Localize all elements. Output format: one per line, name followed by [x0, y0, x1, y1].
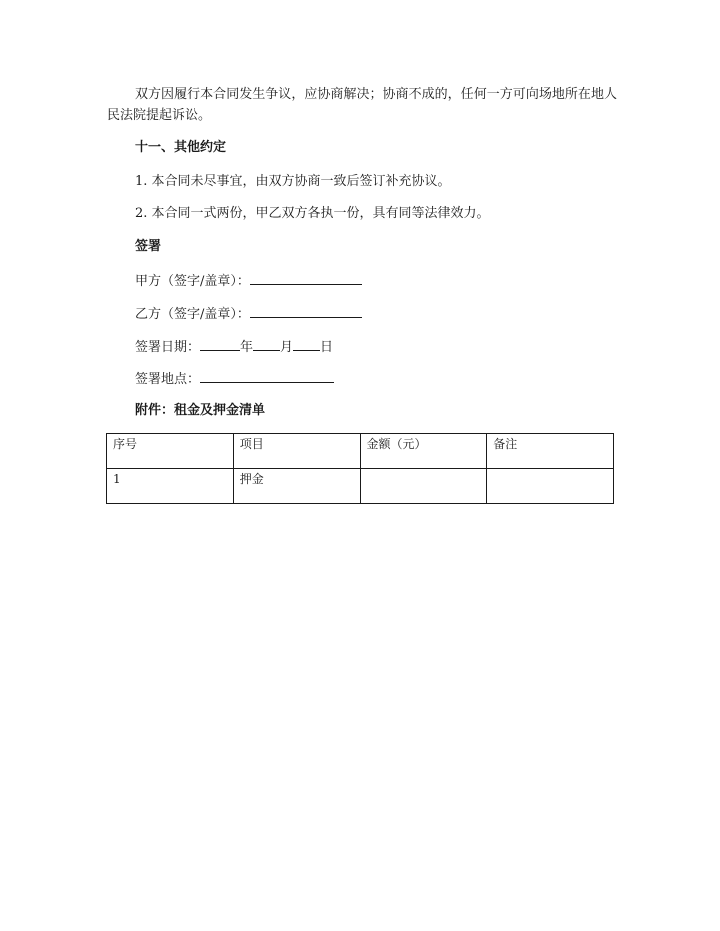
- party-a-label: 甲方（签字/盖章）：: [135, 274, 250, 289]
- rent-deposit-table: [106, 433, 614, 504]
- section-11-heading: 十一、其他约定: [135, 140, 227, 155]
- signing-place-line: [135, 369, 334, 389]
- signature-heading: 签署: [135, 239, 162, 254]
- header-cell-item: 项目: [233, 434, 360, 469]
- header-cell-amount: 金额（元）: [360, 434, 487, 469]
- cell-item: 押金: [233, 469, 360, 504]
- other-terms-item-1: 1. 本合同未尽事宜，由双方协商一致后签订补充协议。: [135, 174, 451, 189]
- header-cell-number: 序号: [107, 434, 234, 469]
- party-a-signature-blank: [250, 271, 362, 285]
- party-a-signature-line: [135, 271, 362, 291]
- day-label: 日: [320, 340, 334, 355]
- cell-remarks: [487, 469, 614, 504]
- signing-date-line: [135, 337, 333, 357]
- party-b-signature-line: [135, 304, 362, 324]
- table-row: [107, 469, 614, 504]
- signing-date-label: 签署日期：: [135, 340, 201, 355]
- header-cell-remarks: 备注: [487, 434, 614, 469]
- other-terms-item-2: 2. 本合同一式两份，甲乙双方各执一份，具有同等法律效力。: [135, 206, 490, 221]
- day-blank: [293, 337, 320, 351]
- party-b-signature-blank: [250, 304, 362, 318]
- party-b-label: 乙方（签字/盖章）：: [135, 307, 250, 322]
- signing-place-label: 签署地点：: [135, 372, 201, 387]
- month-blank: [253, 337, 280, 351]
- year-label: 年: [240, 340, 254, 355]
- cell-amount: [360, 469, 487, 504]
- year-blank: [200, 337, 240, 351]
- signing-place-blank: [200, 369, 334, 383]
- dispute-resolution-paragraph: 双方因履行本合同发生争议，应协商解决；协商不成的，任何一方可向场地所在地人民法院提起诉讼。: [107, 87, 617, 123]
- cell-number: 1: [107, 469, 234, 504]
- appendix-heading: 附件：租金及押金清单: [135, 403, 266, 418]
- month-label: 月: [280, 340, 294, 355]
- table-header-row: [107, 434, 614, 469]
